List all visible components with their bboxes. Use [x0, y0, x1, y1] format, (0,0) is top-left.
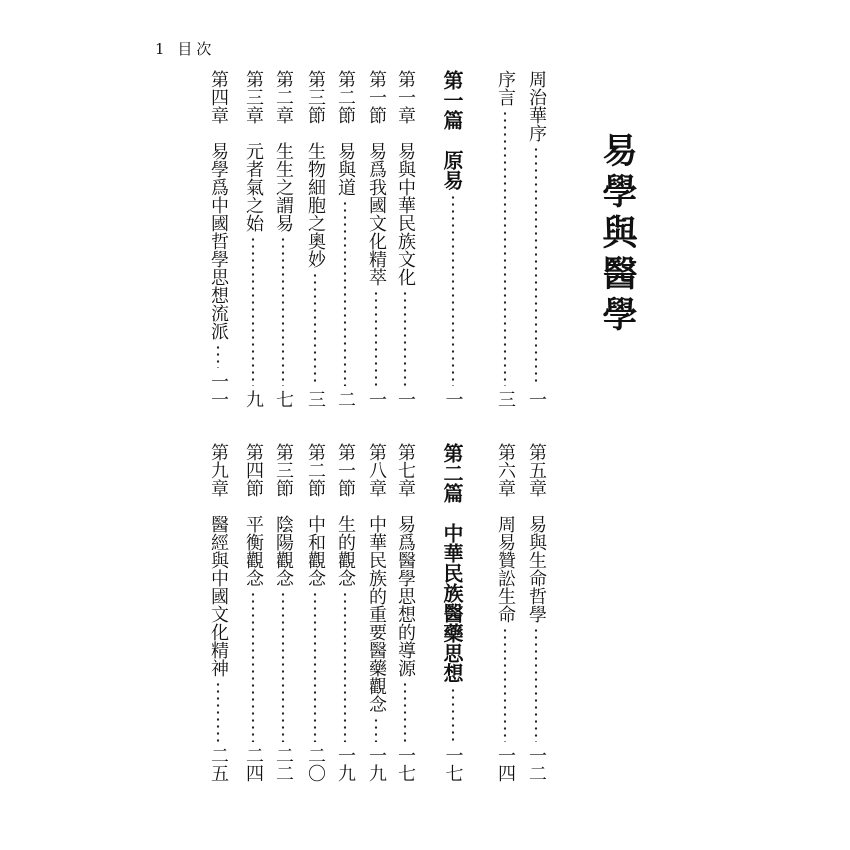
section-title: 目次 [177, 40, 216, 58]
toc-leader-dots [392, 290, 418, 386]
toc-entry-page: 二 [335, 390, 356, 408]
toc-entry [523, 443, 549, 782]
toc-entry-page: 三 [495, 390, 516, 408]
toc-entry [332, 443, 358, 782]
toc-entry-page: 一七 [442, 746, 464, 782]
toc-entry-label: 第四章 易學爲中國哲學思想流派 [208, 70, 229, 340]
toc-entry-page: 二〇 [305, 746, 326, 782]
toc-entry-page: 二二 [273, 746, 294, 782]
toc-entry-label: 第二篇 中華民族醫藥思想 [440, 443, 464, 683]
toc-entry-page: 一七 [395, 746, 416, 782]
toc-entry-label: 第三節 陰陽觀念 [273, 443, 294, 587]
toc-entry-page: 一 [395, 390, 416, 408]
toc-leader-dots [492, 627, 518, 742]
toc-entry-page: 一一 [208, 372, 229, 408]
toc-leader-dots [205, 344, 231, 368]
toc-entry-label: 第六章 周易贊訟生命 [495, 443, 516, 623]
toc-entry-label: 第七章 易爲醫學思想的導源 [395, 443, 416, 677]
toc-entry-label: 第一篇 原易 [440, 70, 464, 190]
toc-entry-page: 二四 [243, 746, 264, 782]
toc-entry-label: 第二節 中和觀念 [305, 443, 326, 587]
toc-entry-label: 第一節 易爲我國文化精萃 [366, 70, 387, 286]
toc-entry [438, 70, 467, 408]
toc-entry-label: 第二章 生生之謂易 [273, 70, 294, 232]
toc-leader-dots [523, 146, 549, 386]
toc-leader-dots [332, 591, 358, 742]
toc-leader-dots [363, 290, 389, 386]
toc-entry-page: 一二 [526, 746, 547, 782]
toc-entry-label: 第四節 平衡觀念 [243, 443, 264, 587]
toc-entry [363, 70, 389, 408]
toc-entry [205, 70, 231, 408]
toc-entry-page: 三 [305, 390, 326, 408]
book-title: 易學與醫學 [597, 132, 638, 337]
toc-leader-dots [240, 236, 266, 386]
toc-entry-page: 一四 [495, 746, 516, 782]
toc-entry-label: 第一章 易與中華民族文化 [395, 70, 416, 286]
page-number: 1 [155, 40, 169, 58]
toc-entry [392, 70, 418, 408]
toc-entry-label: 第二節 易與道 [335, 70, 356, 196]
toc-leader-dots [523, 627, 549, 742]
toc-entry-page: 二五 [208, 746, 229, 782]
toc-entry-page: 一 [526, 390, 547, 408]
toc-entry-label: 序言 [495, 70, 516, 106]
toc-leader-dots [492, 110, 518, 386]
toc-leader-dots [302, 591, 328, 742]
toc-entry [240, 70, 266, 408]
toc-entry-label: 周治華序 [526, 70, 547, 142]
toc-leader-dots [302, 272, 328, 386]
toc-entry [270, 70, 296, 408]
toc-leader-dots [270, 591, 296, 742]
toc-entry-page: 一 [366, 390, 387, 408]
toc-leader-dots [363, 717, 389, 742]
toc-leader-dots [438, 687, 467, 742]
toc-entry [302, 443, 328, 782]
toc-entry-label: 第五章 易與生命哲學 [526, 443, 547, 623]
toc-entry [240, 443, 266, 782]
toc-entry [302, 70, 328, 408]
toc-entry-page: 九 [243, 390, 264, 408]
toc-entry-label: 第八章 中華民族的重要醫藥觀念 [366, 443, 387, 713]
toc-entry [523, 70, 549, 408]
toc-entry [270, 443, 296, 782]
toc-entry [492, 70, 518, 408]
toc-entry-label: 第三節 生物細胞之奧妙 [305, 70, 326, 268]
toc-entry-page: 七 [273, 390, 294, 408]
toc-leader-dots [392, 681, 418, 742]
toc-leader-dots [270, 236, 296, 386]
toc-leader-dots [438, 194, 467, 386]
toc-entry-label: 第三章 元者氣之始 [243, 70, 264, 232]
toc-entry [363, 443, 389, 782]
toc-entry-label: 第九章 醫經與中國文化精神 [208, 443, 229, 677]
toc-entry-page: 一九 [366, 746, 387, 782]
toc-leader-dots [240, 591, 266, 742]
toc-entry [392, 443, 418, 782]
toc-entry [205, 443, 231, 782]
toc-entry-label: 第一節 生的觀念 [335, 443, 356, 587]
toc-entry [332, 70, 358, 408]
toc-leader-dots [332, 200, 358, 386]
toc-entry-page: 一九 [335, 746, 356, 782]
toc-entry [492, 443, 518, 782]
toc-entry-page: 一 [442, 390, 464, 408]
toc-leader-dots [205, 681, 231, 742]
page-header [155, 38, 215, 59]
toc-entry [438, 443, 467, 782]
